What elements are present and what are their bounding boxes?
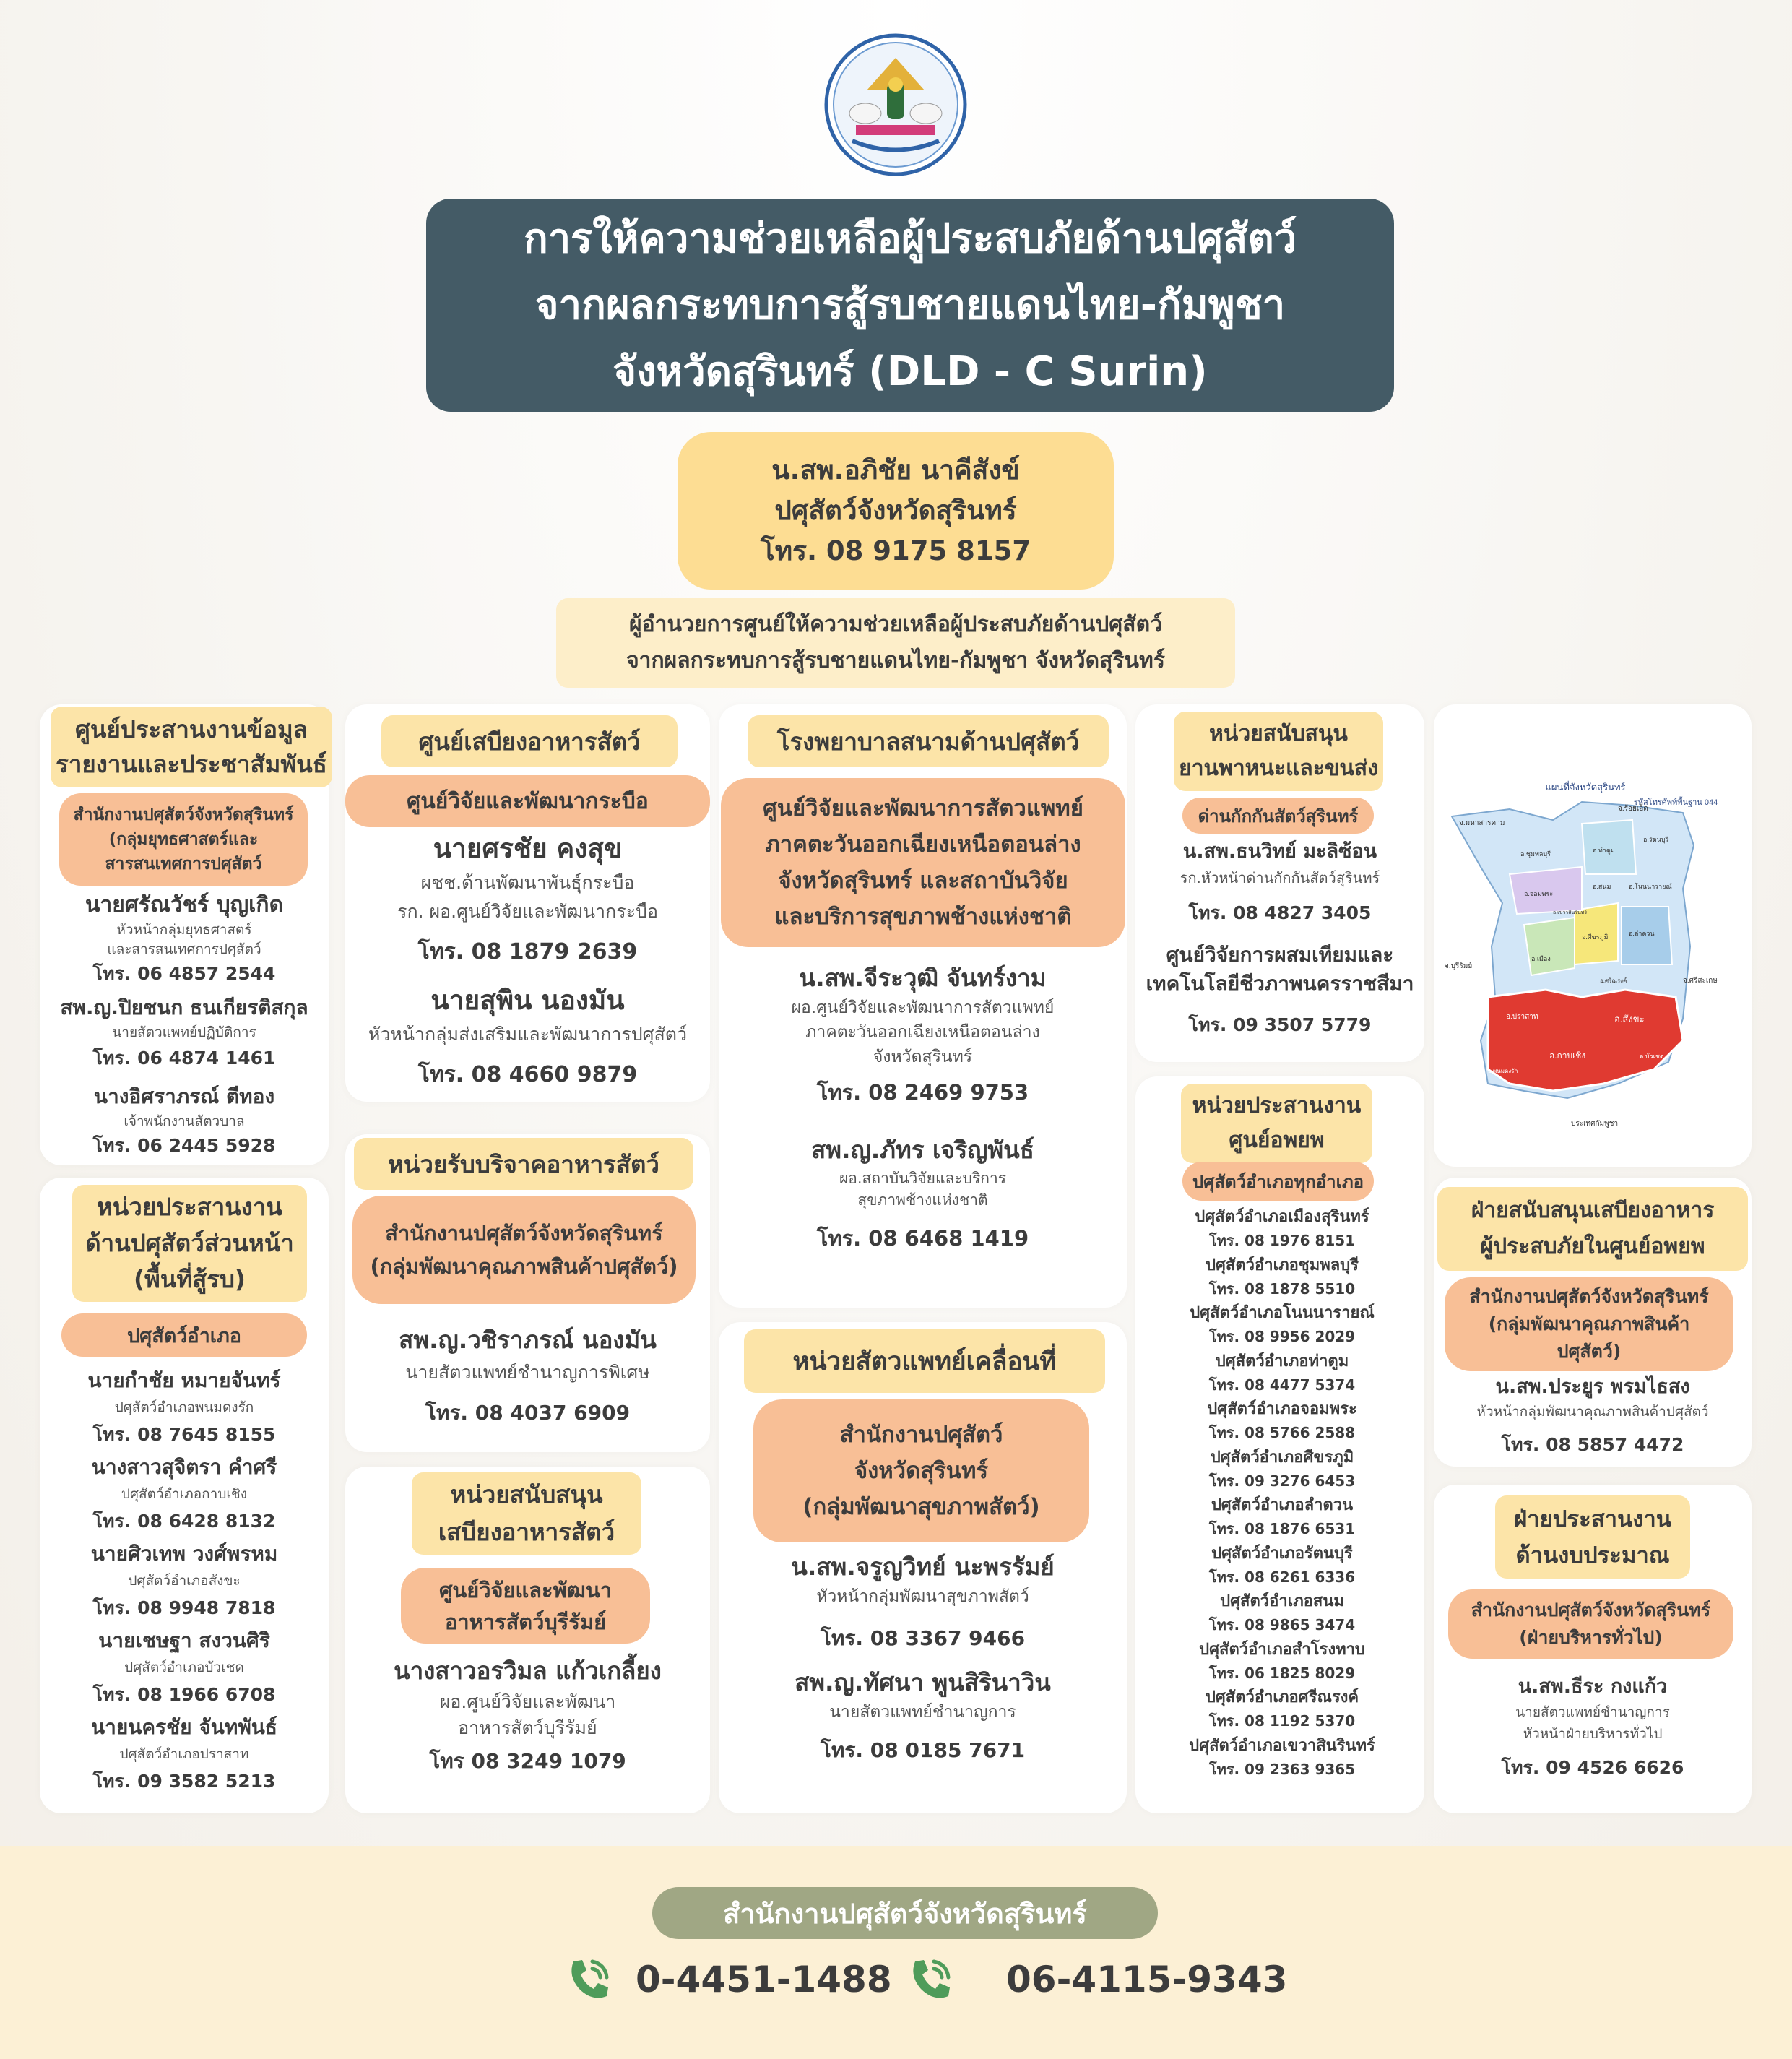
org-label: ด่านกักกันสัตว์สุรินทร์ — [1198, 806, 1359, 826]
map-title: แผนที่จังหวัดสุรินทร์ — [1545, 782, 1626, 793]
map-label: อ.สังขะ — [1614, 1014, 1645, 1024]
person-entry — [345, 829, 710, 978]
office-tel: โทร. 06 1825 8029 — [1208, 1664, 1356, 1682]
list-item — [1141, 1589, 1423, 1638]
org-line: สำนักงานปศุสัตว์จังหวัดสุรินทร์ — [73, 806, 294, 824]
director-tel: โทร. 08 9175 8157 — [760, 535, 1031, 566]
person-tel: โทร. 08 4037 6909 — [425, 1401, 631, 1425]
org-line: สำนักงานปศุสัตว์จังหวัดสุรินทร์ — [1469, 1286, 1709, 1307]
person-role: ผชช.ด้านพัฒนาพันธุ์กระบือ — [420, 872, 635, 893]
org-line: (กลุ่มพัฒนาคุณภาพสินค้า — [1488, 1313, 1690, 1334]
person-role: สุขภาพช้างแห่งชาติ — [857, 1191, 988, 1209]
title-line: รายงานและประชาสัมพันธ์ — [56, 750, 327, 778]
person-name: นายกำชัย หมายจันทร์ — [87, 1368, 281, 1392]
org-line: สารสนเทศการปศุสัตว์ — [105, 855, 262, 873]
office-name: ปศุสัตว์อำเภอเขวาสินรินทร์ — [1189, 1736, 1375, 1755]
person-role: ปศุสัตว์อำเภอสังขะ — [128, 1573, 241, 1589]
frontline-title — [72, 1185, 307, 1302]
person-tel: โทร. 08 1879 2639 — [417, 939, 638, 964]
person-tel: โทร. 08 7645 8155 — [92, 1424, 276, 1445]
map-label: อ.พนมดงรัก — [1488, 1068, 1518, 1074]
office-tel: โทร. 08 1876 6531 — [1208, 1520, 1356, 1537]
person-role: เจ้าพนักงานสัตวบาล — [124, 1113, 245, 1129]
person-entry — [719, 1550, 1127, 1668]
phone-icon — [905, 1954, 956, 2005]
page-title — [426, 199, 1394, 412]
list-item — [1141, 1205, 1423, 1253]
office-tel: โทร. 08 6261 6336 — [1208, 1568, 1356, 1586]
frontline-org — [61, 1313, 307, 1357]
person-entry — [345, 981, 710, 1101]
person-name: นายนครชัย จันทพันธ์ — [90, 1715, 278, 1739]
org-line: สำนักงานปศุสัตว์จังหวัดสุรินทร์ — [385, 1221, 663, 1246]
footer-office-text: สำนักงานปศุสัตว์จังหวัดสุรินทร์ — [723, 1897, 1087, 1930]
map-label: อ.สนม — [1593, 883, 1611, 890]
title-line: หน่วยสนับสนุน — [1209, 721, 1348, 746]
center-tel: โทร. 09 3507 5779 — [1188, 1014, 1372, 1035]
info-center-org — [59, 793, 308, 886]
map-svg — [1437, 780, 1733, 1156]
person-entry — [719, 961, 1127, 1115]
list-item — [1141, 1397, 1423, 1446]
office-tel: โทร. 08 1192 5370 — [1208, 1712, 1356, 1730]
person-tel: โทร 08 3249 1079 — [429, 1749, 626, 1773]
map-label: อ.เขวาสินรินทร์ — [1553, 910, 1588, 915]
person-tel: โทร. 08 1966 6708 — [92, 1684, 276, 1705]
map-label: อ.กาบเชิง — [1549, 1050, 1586, 1061]
office-name: ปศุสัตว์อำเภอชุมพลบุรี — [1206, 1256, 1359, 1274]
person-role: นายสัตวแพทย์ชำนาญการพิเศษ — [405, 1362, 650, 1383]
feed-victims-org — [1445, 1277, 1733, 1371]
budget-org — [1448, 1589, 1733, 1659]
org-line: และบริการสุขภาพช้างแห่งชาติ — [774, 904, 1072, 930]
org-line: ศูนย์วิจัยและพัฒนา — [439, 1577, 612, 1602]
map-label: อ.โนนนารายณ์ — [1629, 883, 1672, 890]
office-name: ปศุสัตว์อำเภอศีขรภูมิ — [1210, 1448, 1354, 1467]
feed-victims-title — [1437, 1187, 1748, 1271]
office-tel: โทร. 09 2363 9365 — [1208, 1760, 1356, 1778]
title-line: ศูนย์อพยพ — [1229, 1128, 1325, 1153]
person-name: น.สพ.จรูญวิทย์ นะพรรัมย์ — [791, 1553, 1055, 1581]
person-role: ผอ.ศูนย์วิจัยและพัฒนา — [439, 1691, 616, 1712]
director-role-banner — [556, 598, 1235, 688]
title-line: จังหวัดสุรินทร์ (DLD - C Surin) — [613, 348, 1208, 395]
person-entry — [719, 1133, 1127, 1266]
person-name: น.สพ.ประยูร พรมไธสง — [1495, 1376, 1690, 1398]
footer-office-label — [652, 1887, 1158, 1939]
person-role: หัวหน้ากลุ่มพัฒนาสุขภาพสัตว์ — [816, 1587, 1029, 1606]
person-role: ปศุสัตว์อำเภอกาบเชิง — [121, 1486, 248, 1502]
field-hospital-org — [721, 778, 1125, 947]
person-role: หัวหน้ากลุ่มพัฒนาคุณภาพสินค้าปศุสัตว์ — [1476, 1404, 1709, 1420]
director-role-line: ผู้อำนวยการศูนย์ให้ความช่วยเหลือผู้ประสบภัยด้านปศุสัตว์ — [629, 612, 1162, 637]
office-tel: โทร. 08 1878 5510 — [1208, 1279, 1356, 1298]
office-name: ปศุสัตว์อำเภอลำดวน — [1211, 1496, 1354, 1514]
title-line: ผู้ประสบภัยในศูนย์อพยพ — [1480, 1234, 1705, 1259]
person-role: นายสัตวแพทย์ชำนาญการ — [829, 1703, 1016, 1722]
map-label: อ.ลำดวน — [1629, 930, 1655, 937]
footer-phone-1[interactable] — [563, 1951, 892, 2008]
title-label: โรงพยาบาลสนามด้านปศุสัตว์ — [776, 727, 1080, 756]
person-entry — [43, 1082, 325, 1160]
person-role: หัวหน้าฝ่ายบริหารทั่วไป — [1523, 1726, 1663, 1742]
person-entry — [43, 1365, 325, 1452]
person-name: นายเชษฐา สงวนศิริ — [98, 1628, 270, 1652]
person-role: จังหวัดสุรินทร์ — [873, 1048, 973, 1066]
person-name: นายสุพิน นองมัน — [430, 985, 625, 1016]
map-label: จ.ร้อยเอ็ด — [1618, 805, 1648, 813]
org-label: ปศุสัตว์อำเภอ — [126, 1324, 242, 1347]
person-tel: โทร. 09 4526 6626 — [1501, 1757, 1684, 1778]
person-role: ปศุสัตว์อำเภอปราสาท — [119, 1746, 249, 1762]
title-line: ยานพาหนะและขนส่ง — [1179, 756, 1378, 781]
list-item — [1141, 1542, 1423, 1590]
person-role: หัวหน้ากลุ่มยุทธศาสตร์ — [116, 922, 252, 938]
map-label: จ.บุรีรัมย์ — [1445, 962, 1473, 970]
list-item — [1141, 1253, 1423, 1302]
list-item — [1141, 1350, 1423, 1398]
office-name: ปศุสัตว์อำเภอศรีณรงค์ — [1205, 1688, 1359, 1706]
org-label: ปศุสัตว์อำเภอทุกอำเภอ — [1192, 1171, 1364, 1192]
map-label: อ.ท่าตูม — [1593, 847, 1615, 854]
org-line: ภาคตะวันออกเฉียงเหนือตอนล่าง — [765, 832, 1081, 858]
transport-org — [1182, 798, 1374, 834]
title-line: หน่วยสนับสนุน — [450, 1480, 603, 1508]
office-tel: โทร. 08 5766 2588 — [1208, 1424, 1356, 1441]
footer-phone-number: 0-4451-1488 — [636, 1959, 892, 2000]
person-tel: โทร. 08 4660 9879 — [417, 1062, 638, 1087]
org-line: ศูนย์วิจัยและพัฒนาการสัตวแพทย์ — [763, 795, 1083, 821]
info-center-title — [51, 707, 332, 787]
donation-org — [352, 1196, 696, 1304]
person-entry — [1135, 837, 1424, 938]
title-label: ศูนย์เสบียงอาหารสัตว์ — [418, 727, 641, 756]
person-role: รก.หัวหน้าด่านกักกันสัตว์สุรินทร์ — [1179, 869, 1380, 886]
title-line: จากผลกระทบการสู้รบชายแดนไทย-กัมพูชา — [534, 281, 1286, 329]
map-label: อ.เมือง — [1531, 955, 1551, 962]
map-label: อ.จอมพระ — [1524, 890, 1554, 897]
title-line: ด้านปศุสัตว์ส่วนหน้า — [85, 1229, 294, 1257]
person-name: น.สพ.จีระวุฒิ จันทร์งาม — [799, 964, 1047, 992]
org-line: จังหวัดสุรินทร์ — [854, 1458, 989, 1484]
person-entry — [43, 1539, 325, 1626]
list-item — [1141, 1446, 1423, 1494]
list-item — [1141, 1734, 1423, 1782]
map-label: จ.ศรีสะเกษ — [1683, 977, 1718, 985]
footer-phone-number: 06-4115-9343 — [1006, 1959, 1288, 2000]
title-label: หน่วยรับบริจาคอาหารสัตว์ — [388, 1149, 659, 1178]
person-name: นายศรัณวัชร์ บุญเกิด — [85, 892, 284, 918]
map-label: อ.ศีขรภูมิ — [1582, 933, 1609, 941]
org-line: สำนักงานปศุสัตว์ — [839, 1422, 1003, 1448]
person-tel: โทร. 08 6468 1419 — [816, 1226, 1029, 1251]
person-tel: โทร. 06 4874 1461 — [92, 1048, 276, 1069]
footer-band — [0, 1846, 1792, 2059]
map-label: จ.มหาสารคาม — [1459, 819, 1505, 827]
map-label: อ.ศรีณรงค์ — [1600, 977, 1627, 984]
person-entry — [719, 1665, 1127, 1777]
person-name: นางสาวสุจิตรา คำศรี — [91, 1455, 277, 1479]
person-role: นายสัตวแพทย์ปฏิบัติการ — [112, 1024, 256, 1040]
center-line: ศูนย์วิจัยการผสมเทียมและ — [1166, 943, 1394, 967]
budget-title — [1495, 1495, 1690, 1579]
org-line: (กลุ่มยุทธศาสตร์และ — [108, 830, 259, 849]
feed-center-title — [381, 715, 678, 767]
person-name: น.สพ.ธนวิทย์ มะลิซ้อน — [1182, 840, 1377, 863]
office-name: ปศุสัตว์อำเภอรัตนบุรี — [1211, 1544, 1353, 1563]
field-hospital-title — [748, 715, 1109, 767]
mobile-vet-title — [744, 1329, 1105, 1393]
person-tel: โทร. 06 2445 5928 — [92, 1135, 276, 1156]
list-item — [1141, 1638, 1423, 1686]
title-line: การให้ความช่วยเหลือผู้ประสบภัยด้านปศุสัตว์ — [523, 215, 1297, 262]
person-role: รก. ผอ.ศูนย์วิจัยและพัฒนากระบือ — [397, 901, 658, 922]
frontline-people — [43, 1365, 325, 1799]
person-role: ผอ.ศูนย์วิจัยและพัฒนาการสัตวแพทย์ — [791, 998, 1055, 1017]
donation-title — [354, 1138, 693, 1190]
org-line: ปศุสัตว์) — [1557, 1341, 1622, 1362]
title-line: ศูนย์ประสานงานข้อมูล — [74, 715, 308, 743]
title-line: เสบียงอาหารสัตว์ — [438, 1518, 615, 1546]
list-item — [1141, 1301, 1423, 1350]
person-tel: โทร. 08 3367 9466 — [820, 1626, 1026, 1650]
office-name: ปศุสัตว์อำเภอท่าตูม — [1215, 1352, 1349, 1370]
person-tel: โทร. 09 3582 5213 — [92, 1771, 276, 1792]
person-entry — [1434, 1672, 1752, 1791]
person-entry — [345, 1321, 710, 1441]
map-code-label: รหัสโทรศัพท์พื้นฐาน 044 — [1633, 798, 1718, 807]
office-name: ปศุสัตว์อำเภอโนนนารายณ์ — [1190, 1304, 1375, 1322]
map-label: อ.ปราสาท — [1506, 1013, 1538, 1021]
person-role: ภาคตะวันออกเฉียงเหนือตอนล่าง — [805, 1023, 1040, 1042]
person-entry — [43, 1712, 325, 1799]
title-line: ด้านงบประมาณ — [1515, 1542, 1670, 1568]
title-line: หน่วยประสานงาน — [96, 1193, 282, 1221]
person-entry — [1434, 1373, 1752, 1468]
person-name: นางอิศราภรณ์ ตีทอง — [93, 1084, 275, 1108]
office-tel: โทร. 08 9865 3474 — [1208, 1616, 1356, 1633]
person-entry — [43, 993, 325, 1074]
office-name: ปศุสัตว์อำเภอเมืองสุรินทร์ — [1195, 1208, 1369, 1226]
person-entry — [43, 890, 325, 988]
person-name: น.สพ.ธีระ กงแก้ว — [1518, 1675, 1668, 1698]
support-center — [1135, 941, 1424, 1052]
title-line: หน่วยประสานงาน — [1192, 1093, 1362, 1118]
director-position: ปศุสัตว์จังหวัดสุรินทร์ — [774, 495, 1017, 526]
org-line: จังหวัดสุรินทร์ และสถาบันวิจัย — [778, 868, 1068, 894]
org-line: (กลุ่มพัฒนาคุณภาพสินค้าปศุสัตว์) — [370, 1254, 678, 1279]
director-role-line: จากผลกระทบการสู้รบชายแดนไทย-กัมพูชา จังหวัดสุรินทร์ — [626, 648, 1165, 673]
office-name: ปศุสัตว์อำเภอสนม — [1220, 1592, 1344, 1610]
shelter-title — [1181, 1084, 1372, 1163]
director-name: น.สพ.อภิชัย นาคีสังข์ — [771, 454, 1020, 485]
person-name: สพ.ญ.ทัศนา พูนสิรินาวิน — [795, 1668, 1051, 1696]
director-card — [678, 432, 1114, 590]
org-line: (กลุ่มพัฒนาสุขภาพสัตว์) — [802, 1494, 1040, 1520]
footer-phone-2[interactable] — [905, 1951, 1287, 2008]
person-name: สพ.ญ.ภัทร เจริญพันธ์ — [811, 1136, 1034, 1164]
office-tel: โทร. 08 1976 8151 — [1208, 1232, 1356, 1249]
org-line: อาหารสัตว์บุรีรัมย์ — [444, 1609, 607, 1634]
transport-title — [1174, 712, 1383, 791]
person-role: ผอ.สถาบันวิจัยและบริการ — [839, 1170, 1007, 1187]
person-entry — [345, 1653, 710, 1782]
list-item — [1141, 1685, 1423, 1734]
person-tel: โทร. 08 9948 7818 — [92, 1597, 276, 1618]
person-tel: โทร. 08 0185 7671 — [820, 1738, 1026, 1762]
map-label: อ.บัวเชด — [1640, 1053, 1664, 1060]
shelter-org — [1182, 1162, 1374, 1201]
person-name: สพ.ญ.วชิราภรณ์ นองมัน — [399, 1326, 657, 1354]
phone-icon — [563, 1954, 614, 2005]
center-line: เทคโนโลยีชีวภาพนครราชสีมา — [1146, 972, 1414, 996]
person-role: อาหารสัตว์บุรีรัมย์ — [458, 1717, 597, 1738]
person-name: นางสาวอรวิมล แก้วเกลี้ยง — [394, 1657, 662, 1685]
person-tel: โทร. 08 5857 4472 — [1501, 1434, 1684, 1455]
title-line: ฝ่ายประสานงาน — [1514, 1506, 1671, 1532]
person-tel: โทร. 08 6428 8132 — [92, 1511, 276, 1532]
person-entry — [43, 1452, 325, 1539]
title-line: ฝ่ายสนับสนุนเสบียงอาหาร — [1471, 1198, 1715, 1223]
person-role: ปศุสัตว์อำเภอพนมดงรัก — [114, 1399, 254, 1415]
shelter-office-list — [1141, 1205, 1423, 1782]
person-role: และสารสนเทศการปศุสัตว์ — [107, 941, 261, 957]
office-tel: โทร. 09 3276 6453 — [1208, 1472, 1356, 1490]
office-tel: โทร. 08 4477 5374 — [1208, 1376, 1356, 1394]
person-tel: โทร. 08 4827 3405 — [1188, 902, 1372, 923]
map-label: อ.รัตนบุรี — [1643, 836, 1669, 843]
feed-center-org — [345, 775, 710, 827]
feed-support-title — [412, 1472, 641, 1555]
person-role: นายสัตวแพทย์ชำนาญการ — [1515, 1704, 1670, 1720]
person-name: นายศรชัย คงสุข — [433, 833, 623, 864]
person-name: สพ.ญ.ปิยชนก ธนเกียรติสกุล — [60, 996, 308, 1019]
office-name: ปศุสัตว์อำเภอสำโรงทาบ — [1199, 1640, 1365, 1659]
office-name: ปศุสัตว์อำเภอจอมพระ — [1207, 1400, 1357, 1418]
person-role: ปศุสัตว์อำเภอบัวเชด — [124, 1659, 244, 1675]
org-label: ศูนย์วิจัยและพัฒนากระบือ — [407, 788, 649, 814]
org-line: (ฝ่ายบริหารทั่วไป) — [1519, 1627, 1663, 1648]
person-entry — [43, 1626, 325, 1712]
surin-district-map — [1437, 780, 1733, 1156]
person-role: หัวหน้ากลุ่มส่งเสริมและพัฒนาการปศุสัตว์ — [368, 1024, 688, 1045]
org-line: สำนักงานปศุสัตว์จังหวัดสุรินทร์ — [1471, 1600, 1711, 1620]
person-name: นายศิวเทพ วงศ์พรหม — [90, 1542, 278, 1566]
map-label: ประเทศกัมพูชา — [1571, 1120, 1619, 1128]
mobile-vet-org — [753, 1399, 1089, 1542]
person-tel: โทร. 06 4857 2544 — [92, 963, 276, 984]
person-tel: โทร. 08 2469 9753 — [816, 1080, 1029, 1105]
title-label: หน่วยสัตวแพทย์เคลื่อนที่ — [792, 1347, 1057, 1376]
title-line: (พื้นที่สู้รบ) — [133, 1265, 246, 1293]
list-item — [1141, 1493, 1423, 1542]
office-tel: โทร. 08 9956 2029 — [1208, 1328, 1356, 1345]
department-seal-logo — [823, 33, 968, 177]
feed-support-org — [401, 1568, 650, 1644]
map-label: อ.ชุมพลบุรี — [1520, 850, 1551, 858]
